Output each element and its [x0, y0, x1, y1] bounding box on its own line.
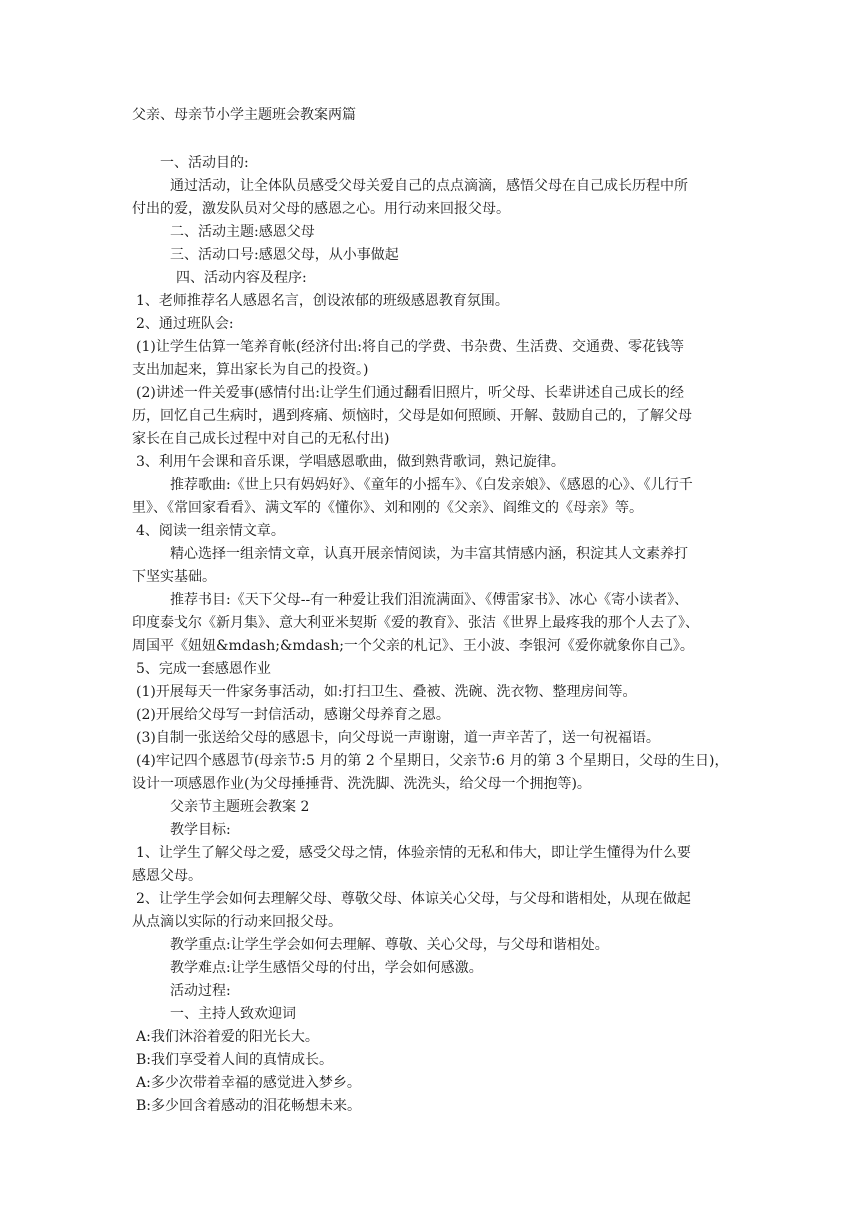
body-line: 里》、《常回家看看》、满文军的《懂你》、刘和刚的《父亲》、阎维文的《母亲》等。 — [132, 500, 643, 516]
body-line: 设计一项感恩作业(为父母捶捶背、洗洗脚、洗洗头，给父母一个拥抱等)。 — [132, 776, 591, 792]
body-line: 教学难点:让学生感悟父母的付出，学会如何感激。 — [170, 960, 483, 976]
body-line: 2、通过班队会: — [136, 316, 234, 332]
body-line: (1)让学生估算一笔养育帐(经济付出:将自己的学费、书杂费、生活费、交通费、零花钱等 — [136, 339, 685, 355]
body-line: 1、老师推荐名人感恩名言，创设浓郁的班级感恩教育氛围。 — [136, 293, 509, 309]
body-line: (1)开展每天一件家务事活动，如:打扫卫生、叠被、洗碗、洗衣物、整理房间等。 — [136, 684, 637, 700]
body-line: 感恩父母。 — [132, 868, 202, 884]
body-line: 精心选择一组亲情文章，认真开展亲情阅读，为丰富其情感内涵，积淀其人文素养打 — [170, 546, 688, 562]
body-line: 2、让学生学会如何去理解父母、尊敬父母、体谅关心父母，与父母和谐相处，从现在做起 — [136, 891, 691, 907]
body-line: 5、完成一套感恩作业 — [136, 661, 271, 677]
body-line: 印度泰戈尔《新月集》、意大利亚米契斯《爱的教育》、张洁《世界上最疼我的那个人去了》、 — [132, 615, 699, 631]
body-line: 一、活动目的: — [160, 155, 249, 171]
body-line: 一、主持人致欢迎词 — [170, 1006, 296, 1022]
body-line: 活动过程: — [170, 983, 231, 999]
body-line: 推荐书目:《天下父母--有一种爱让我们泪流满面》、《傅雷家书》、冰心《寄小读者》、 — [170, 592, 689, 608]
body-line: 4、阅读一组亲情文章。 — [136, 523, 285, 539]
body-line: 下坚实基础。 — [132, 569, 216, 585]
document-body — [132, 152, 732, 1118]
body-line: B:多少回含着感动的泪花畅想未来。 — [136, 1098, 362, 1114]
body-line: A:我们沐浴着爱的阳光长大。 — [136, 1029, 319, 1045]
body-line: 周国平《妞妞&mdash;&mdash;一个父亲的札记》、王小波、李银河《爱你就象你自己》。 — [132, 638, 694, 654]
body-line: B:我们享受着人间的真情成长。 — [136, 1052, 334, 1068]
body-line: (4)牢记四个感恩节(母亲节:5 月的第 2 个星期日，父亲节:6 月的第 3 个星期日，父母的生日)， — [136, 753, 729, 769]
body-line: 二、活动主题:感恩父母 — [170, 224, 315, 240]
body-line: (2)讲述一件关爱事(感情付出:让学生们通过翻看旧照片，听父母、长辈讲述自己成长的经 — [136, 385, 685, 401]
body-line: 教学重点:让学生学会如何去理解、尊敬、关心父母，与父母和谐相处。 — [170, 937, 609, 953]
body-line: 三、活动口号:感恩父母，从小事做起 — [170, 247, 399, 263]
body-line: 历，回忆自己生病时，遇到疼痛、烦恼时，父母是如何照顾、开解、鼓励自己的，了解父母 — [132, 408, 692, 424]
body-line: 父亲节主题班会教案 2 — [170, 799, 310, 815]
body-line: 教学目标: — [170, 822, 231, 838]
body-line: 通过活动，让全体队员感受父母关爱自己的点点滴滴，感悟父母在自己成长历程中所 — [170, 178, 688, 194]
body-line: 四、活动内容及程序: — [176, 270, 307, 286]
body-line: 3、利用午会课和音乐课，学唱感恩歌曲，做到熟背歌词，熟记旋律。 — [136, 454, 565, 470]
body-line: 1、让学生了解父母之爱，感受父母之情，体验亲情的无私和伟大，即让学生懂得为什么要 — [136, 845, 691, 861]
body-line: 支出加起来，算出家长为自己的投资。) — [132, 362, 369, 378]
body-line: 推荐歌曲:《世上只有妈妈好》、《童年的小摇车》、《白发亲娘》、《感恩的心》、《儿行千 — [170, 477, 693, 493]
body-line: (2)开展给父母写一封信活动，感谢父母养育之恩。 — [136, 707, 450, 723]
body-line: 家长在自己成长过程中对自己的无私付出) — [132, 431, 390, 447]
body-line: (3)自制一张送给父母的感恩卡，向父母说一声谢谢，道一声辛苦了，送一句祝福语。 — [136, 730, 660, 746]
body-line: A:多少次带着幸福的感觉进入梦乡。 — [136, 1075, 361, 1091]
body-line: 付出的爱，激发队员对父母的感恩之心。用行动来回报父母。 — [132, 201, 510, 217]
body-line: 从点滴以实际的行动来回报父母。 — [132, 914, 342, 930]
document-title: 父亲、母亲节小学主题班会教案两篇 — [132, 107, 356, 123]
